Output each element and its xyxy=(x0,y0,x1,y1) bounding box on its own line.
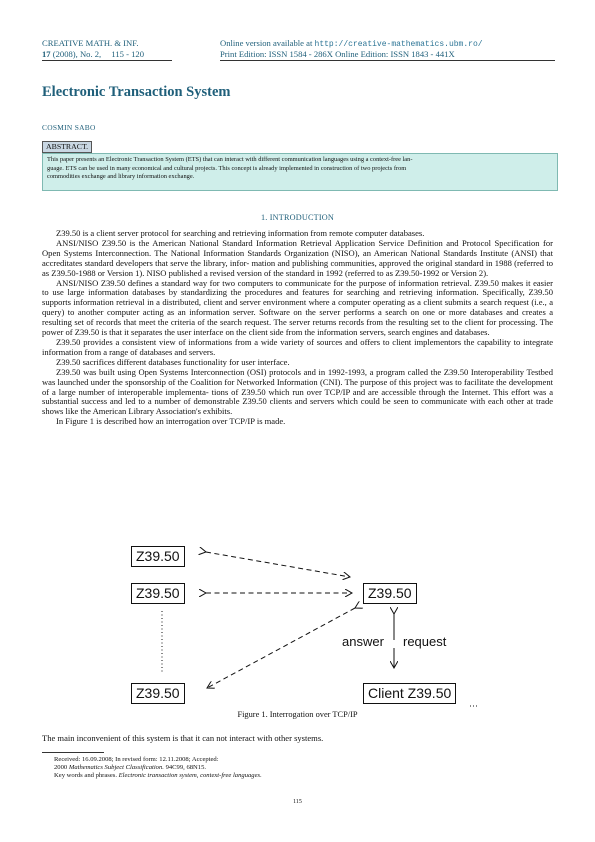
body-paragraph xyxy=(42,368,553,418)
header-rule-left xyxy=(42,60,172,61)
footnotes xyxy=(54,756,262,781)
section-heading: 1. INTRODUCTION xyxy=(260,213,335,222)
body-paragraph xyxy=(42,239,553,279)
body-line: for searching and retrieving information. Specifically, Z39.50 supports information retrieval in a distributed, client xyxy=(42,287,553,308)
journal-volume: 17 xyxy=(42,49,51,59)
header-rule-right xyxy=(220,60,555,61)
target-server-box: Z39.50 xyxy=(363,583,417,604)
body-line: creates a resulting set of records that meet the criteria of the search request. The server returns records from the xyxy=(42,307,554,328)
abstract-box xyxy=(42,153,558,191)
journal-pages: 115 - 120 xyxy=(111,49,144,59)
msc-codes: 94C99, 68N15. xyxy=(165,764,207,772)
figure-caption: Figure 1. Interrogation over TCP/IP xyxy=(237,710,358,719)
body-line: and led to a number of demonstrable Z39.50 clients and servers which could be seen to communicate with each other xyxy=(109,396,525,407)
body-line: ANSI/NISO Z39.50 is the American National Standard Information Retrieval Application Service Definition and xyxy=(56,237,459,248)
abstract-line: guage. ETS can be used in many economical and cultural projects. This concept is already implemented in construction of two projects from xyxy=(47,164,407,172)
body-paragraph xyxy=(42,338,553,358)
server-box-top: Z39.50 xyxy=(131,546,185,567)
msc-note xyxy=(54,764,262,772)
keywords-note xyxy=(54,772,262,780)
body-line: and server environment where a computer operating as a client submits a search request (i.e., a query) to another xyxy=(42,297,553,318)
body-line: tions of Z39.50 which run over TCP/IP and are accessible through the Internet. This effort was a substantial success xyxy=(42,386,553,407)
body-line: from the information servers, search engines and databases. xyxy=(285,327,490,338)
closing-sentence: The main inconvenient of this system is that it can not interact with other systems. xyxy=(42,733,324,743)
footnote-rule xyxy=(42,752,104,753)
body-line: at trade shows like the American Library Association's exhibits. xyxy=(42,396,554,417)
body-line: Z39.50 sacrifices different databases functionality for user interface. xyxy=(56,356,290,367)
received-note: Received: 16.09.2008; In revised form: 12.11.2008; Accepted: xyxy=(54,756,219,763)
body-line: an American National Standards Institute (ANSI) that accreditates standard developers that serve the library, infor- xyxy=(42,247,553,268)
client-box: Client Z39.50 xyxy=(363,683,456,704)
journal-issue-text: (2008), No. 2, xyxy=(52,49,102,59)
request-label: request xyxy=(403,634,447,649)
body-line: (CNI). The purpose of this project was to facilitate the development of a large number of interoperable implementa- xyxy=(42,376,553,397)
body-line: Z39.50 is a client server protocol for searching and retrieving information from remote computer databases. xyxy=(56,228,425,238)
abstract-label: ABSTRACT. xyxy=(42,141,92,153)
body-paragraph xyxy=(42,279,553,338)
body-line: 1). NISO published a revised version of the standard in 1992 (referred to as Z39.50-1992 or Version 2). xyxy=(135,267,489,278)
author-name: COSMIN SABO xyxy=(42,123,96,132)
server-box-bottom: Z39.50 xyxy=(131,683,185,704)
server-box-middle: Z39.50 xyxy=(131,583,185,604)
online-url-link[interactable]: http://creative-mathematics.ubm.ro/ xyxy=(314,40,483,49)
body-line: ANSI/NISO Z39.50 defines a standard way for two computers to communicate for the purpose of information xyxy=(56,277,439,288)
body-line: retrieval. Z39.50 makes it easier to use large information databases by standardizing the procedures and features xyxy=(42,277,554,298)
body-line: the capability to integrate information from a range of databases and servers. xyxy=(42,336,554,357)
msc-label: 2000 xyxy=(54,764,68,772)
body-line: Z39.50 was built using Open Systems Interconnection (OSI) protocols and in 1992-1993, a program called the xyxy=(56,366,442,377)
journal-issue xyxy=(42,49,172,60)
answer-label: answer xyxy=(342,634,384,649)
body-line: In Figure 1 is described how an interrogation over TCP/IP is made. xyxy=(56,416,286,427)
body-line: resulting set to the client for processing. The power of Z39.50 is that it separates the user interface on the client side xyxy=(42,317,553,338)
abstract-line: This paper presents an Electronic Transaction System (ETS) that can interact with different communication languages using a context-free lan- xyxy=(47,156,413,163)
arrow-top-to-server xyxy=(206,552,350,577)
body-line: mation and publishing communities, approved the original standard in 1988 (referred to as Z39.50-1988 or Version xyxy=(42,257,553,278)
body-text xyxy=(42,229,553,427)
body-line: Z39.50 Interoperability Testbed was launched under the sponsorship of the Coalition for Networked Information xyxy=(42,366,553,387)
page-number: 115 xyxy=(293,799,302,805)
body-line: Protocol Specification for Open Systems Interconnection. The National Information Standards Organization (NISO), xyxy=(42,237,553,258)
body-paragraph xyxy=(42,417,553,427)
page-title: Electronic Transaction System xyxy=(42,84,231,100)
keywords-italic: Electronic transaction system, context-free languages. xyxy=(118,772,262,780)
online-label: Online version available at xyxy=(220,38,313,48)
keywords-label: Key words and phrases. xyxy=(54,772,117,780)
print-issn: Print Edition: ISSN 1584 - 286X Online Edition: ISSN 1843 - 441X xyxy=(220,49,455,59)
body-line: computer acting as an information server. Software on the server performs a search on one or more databases and xyxy=(107,307,519,318)
journal-name: CREATIVE MATH. & INF. xyxy=(42,38,139,48)
abstract-line: commodities exchange and library information exchange. xyxy=(47,173,195,181)
figure-diagram xyxy=(0,535,595,715)
body-line: Z39.50 provides a consistent view of informations from a wide variety of sources and offers to client implementors xyxy=(56,336,462,347)
arrow-server-to-bottom xyxy=(207,608,355,688)
msc-italic: Mathematics Subject Classification. xyxy=(68,764,164,772)
